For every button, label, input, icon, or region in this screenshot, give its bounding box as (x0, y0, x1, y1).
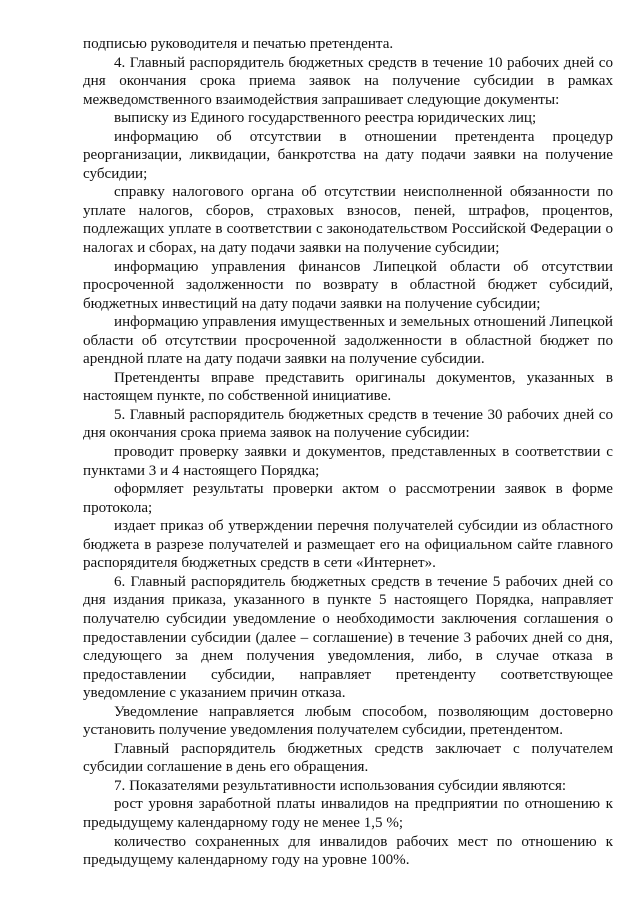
paragraph-egrul-extract: выписку из Единого государственного реестра юридических лиц; (114, 110, 537, 127)
paragraph-continuation: подписью руководителя и печатью претендента. (83, 36, 394, 52)
paragraph-property-info: информацию управления имущественных и земельных отношений Липецкой области об отсутствии просроченной задолженности в областной бюджет по арендной плате на дату подачи заявки на получение субсидии. (83, 314, 613, 368)
paragraph-finance-info: информацию управления финансов Липецкой области об отсутствии просроченной задолженности по возврату в областной бюджет субсидий, бюджетных инвестиций на дату подачи заявки на получение субсидии; (83, 258, 613, 312)
paragraph-item-4: 4. Главный распорядитель бюджетных средств в течение 10 рабочих дней со дня окончания срока приема заявок на получение субсидии в рамках межведомственного взаимодействия запрашивает следующие документы: (83, 54, 613, 108)
paragraph-order-publication: издает приказ об утверждении перечня получателей субсидии из областного бюджета в разрезе получателей и размещает его на официальном сайте главного распорядителя бюджетных средств в сети «Интернет». (83, 518, 613, 572)
paragraph-verification: проводит проверку заявки и документов, представленных в соответствии с пунктами 3 и 4 настоящего Порядка; (83, 444, 613, 479)
paragraph-jobs-retained: количество сохраненных для инвалидов рабочих мест по отношению к предыдущему календарному году на уровне 100%. (83, 833, 613, 869)
paragraph-item-5: 5. Главный распорядитель бюджетных средств в течение 30 рабочих дней со дня окончания срока приема заявок на получение субсидии: (83, 406, 613, 442)
paragraph-originals-note: Претенденты вправе представить оригиналы документов, указанных в настоящем пункте, по собственной инициативе. (83, 369, 613, 405)
paragraph-protocol: оформляет результаты проверки актом о рассмотрении заявок в форме протокола; (83, 481, 613, 516)
paragraph-reorganization-info: информацию об отсутствии в отношении претендента процедур реорганизации, ликвидации, банкротства на дату подачи заявки на получение субсидии; (83, 128, 613, 182)
paragraph-notification-method: Уведомление направляется любым способом, позволяющим достоверно установить получение уведомления получателем субсидии, претендентом. (83, 703, 613, 739)
paragraph-item-7: 7. Показателями результативности использования субсидии являются: (114, 777, 567, 794)
paragraph-item-6: 6. Главный распорядитель бюджетных средств в течение 5 рабочих дней со дня издания приказа, указанного в пункте 5 настоящего Порядка, направляет получателю субсидии уведомление о необходимости заключения соглашения о предоставлении субсидии (далее – соглашение) в течение 3 рабочих дней со дня, следующего за днем получения уведомления, либо, в случае отказа в предоставлении субсидии, направляет претенденту соответствующее уведомление с указанием причин отказа. (83, 573, 613, 702)
paragraph-wage-growth: рост уровня заработной платы инвалидов на предприятии по отношению к предыдущему календарному году не менее 1,5 %; (83, 796, 613, 831)
document-page (83, 0, 613, 870)
paragraph-tax-certificate: справку налогового органа об отсутствии неисполненной обязанности по уплате налогов, сборов, страховых взносов, пеней, штрафов, процентов, подлежащих уплате в соответствии с законодательством Российской Федерации о налогах и сборах, на дату подачи заявки на получение субсидии; (83, 184, 613, 257)
paragraph-agreement: Главный распорядитель бюджетных средств заключает с получателем субсидии соглашение в день его обращения. (83, 740, 613, 776)
